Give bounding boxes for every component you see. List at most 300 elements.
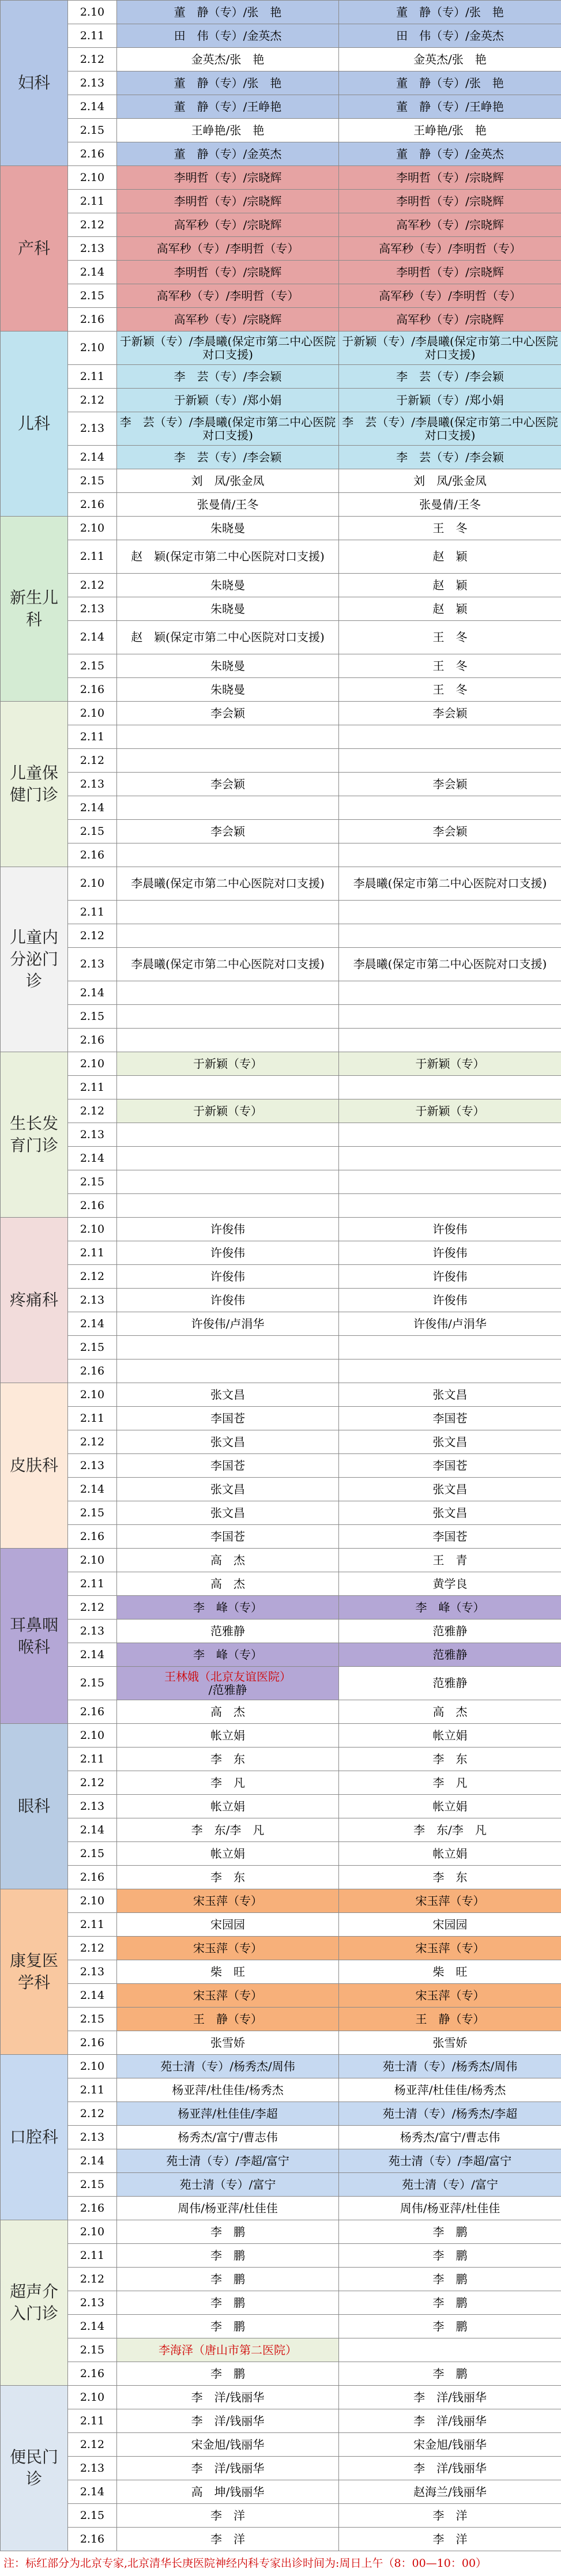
- afternoon-doctor-cell: 李 洋: [339, 2528, 561, 2551]
- morning-doctor-cell: 高 杰: [117, 1572, 339, 1596]
- afternoon-doctor-cell: 李明哲（专）/宗晓辉: [339, 190, 561, 213]
- department-name: 口腔科: [1, 2055, 68, 2220]
- afternoon-doctor-cell: [339, 725, 561, 749]
- schedule-row: [1, 1218, 561, 1241]
- morning-doctor-cell: 高军秒（专）/宗晓辉: [117, 213, 339, 237]
- afternoon-doctor-cell: [339, 1005, 561, 1029]
- afternoon-doctor-cell: 于新颖（专）/李晨曦(保定市第二中心医院对口支援): [339, 332, 561, 365]
- date-cell: 2.15: [68, 2504, 117, 2528]
- date-cell: 2.15: [68, 1005, 117, 1029]
- date-cell: 2.12: [68, 213, 117, 237]
- schedule-row: [1, 1147, 561, 1170]
- morning-doctor-cell: 杨亚萍/杜佳佳/杨秀杰: [117, 2078, 339, 2102]
- afternoon-doctor-cell: 范雅静: [339, 1667, 561, 1700]
- afternoon-doctor-cell: 王 冬: [339, 678, 561, 702]
- schedule-row: [1, 725, 561, 749]
- schedule-row: [1, 924, 561, 948]
- schedule-row: [1, 678, 561, 702]
- schedule-body: [1, 1, 561, 2551]
- date-cell: 2.14: [68, 1643, 117, 1667]
- afternoon-doctor-cell: [339, 749, 561, 773]
- morning-doctor-cell: [117, 901, 339, 924]
- date-cell: 2.13: [68, 2126, 117, 2149]
- date-cell: 2.14: [68, 2149, 117, 2173]
- date-cell: 2.16: [68, 1866, 117, 1889]
- date-cell: 2.11: [68, 540, 117, 574]
- date-cell: 2.11: [68, 2244, 117, 2268]
- afternoon-doctor-cell: 苑士清（专）/富宁: [339, 2173, 561, 2197]
- afternoon-doctor-cell: [339, 1076, 561, 1099]
- schedule-row: [1, 1029, 561, 1052]
- morning-doctor-cell: [117, 1667, 339, 1700]
- afternoon-doctor-cell: 张雪娇: [339, 2031, 561, 2055]
- afternoon-doctor-cell: 张文昌: [339, 1478, 561, 1501]
- morning-doctor-cell: 高军秒（专）/李明哲（专）: [117, 284, 339, 308]
- schedule-row: [1, 1842, 561, 1866]
- morning-doctor-cell: 李 洋/钱丽华: [117, 2409, 339, 2433]
- date-cell: 2.12: [68, 924, 117, 948]
- date-cell: 2.16: [68, 1029, 117, 1052]
- morning-doctor-cell: 王 静（专）: [117, 2008, 339, 2031]
- schedule-row: [1, 2055, 561, 2078]
- schedule-row: [1, 1643, 561, 1667]
- date-cell: 2.16: [68, 308, 117, 332]
- schedule-row: [1, 142, 561, 166]
- morning-doctor-cell: 董 静（专）/张 艳: [117, 1, 339, 24]
- date-cell: 2.10: [68, 2220, 117, 2244]
- morning-doctor-cell: [117, 1029, 339, 1052]
- afternoon-doctor-cell: 李晨曦(保定市第二中心医院对口支援): [339, 948, 561, 981]
- afternoon-doctor-cell: 许俊伟: [339, 1289, 561, 1312]
- afternoon-doctor-cell: 范雅静: [339, 1643, 561, 1667]
- morning-doctor-cell: 李会颖: [117, 702, 339, 725]
- afternoon-doctor-cell: 李明哲（专）/宗晓辉: [339, 166, 561, 190]
- afternoon-doctor-cell: [339, 1147, 561, 1170]
- date-cell: 2.11: [68, 24, 117, 48]
- morning-doctor-cell: 李明哲（专）/宗晓辉: [117, 261, 339, 284]
- afternoon-doctor-cell: 李国苍: [339, 1525, 561, 1549]
- afternoon-doctor-cell: 李 芸（专）/李会颖: [339, 365, 561, 389]
- afternoon-doctor-cell: 帐立娟: [339, 1795, 561, 1818]
- date-cell: 2.16: [68, 493, 117, 517]
- afternoon-doctor-cell: 宋金旭/钱丽华: [339, 2433, 561, 2457]
- morning-doctor-cell: 宋玉萍（专）: [117, 1937, 339, 1960]
- morning-doctor-cell: 杨亚萍/杜佳佳/李超: [117, 2102, 339, 2126]
- morning-doctor-cell: 张雪娇: [117, 2031, 339, 2055]
- schedule-row: [1, 48, 561, 71]
- morning-doctor-cell: 于新颖（专）/郑小娟: [117, 389, 339, 412]
- date-cell: 2.13: [68, 1795, 117, 1818]
- morning-doctor-cell: 帐立娟: [117, 1724, 339, 1748]
- date-cell: 2.14: [68, 1478, 117, 1501]
- afternoon-doctor-cell: 李 洋/钱丽华: [339, 2409, 561, 2433]
- schedule-row: [1, 1771, 561, 1795]
- department-name: 超声介入门诊: [1, 2220, 68, 2386]
- afternoon-doctor-cell: 于新颖（专）: [339, 1052, 561, 1076]
- date-cell: 2.11: [68, 901, 117, 924]
- afternoon-doctor-cell: 李 芸（专）/李会颖: [339, 446, 561, 469]
- morning-doctor-cell: 王峥艳/张 艳: [117, 119, 339, 142]
- afternoon-doctor-cell: 张文昌: [339, 1430, 561, 1454]
- morning-doctor-cell: 李明哲（专）/宗晓辉: [117, 190, 339, 213]
- morning-doctor-cell: 李 鹏: [117, 2291, 339, 2315]
- date-cell: 2.10: [68, 517, 117, 540]
- afternoon-doctor-cell: 李 峰（专）: [339, 1596, 561, 1620]
- afternoon-doctor-cell: 李 洋: [339, 2504, 561, 2528]
- date-cell: 2.13: [68, 1960, 117, 1984]
- schedule-row: [1, 2078, 561, 2102]
- date-cell: 2.11: [68, 2409, 117, 2433]
- afternoon-doctor-cell: 杨秀杰/富宁/曹志伟: [339, 2126, 561, 2149]
- date-cell: 2.10: [68, 1, 117, 24]
- date-cell: 2.14: [68, 621, 117, 654]
- date-cell: 2.16: [68, 2031, 117, 2055]
- morning-doctor-cell: 宋金旭/钱丽华: [117, 2433, 339, 2457]
- schedule-row: [1, 389, 561, 412]
- date-cell: 2.10: [68, 1052, 117, 1076]
- date-cell: 2.10: [68, 2386, 117, 2409]
- schedule-row: [1, 2457, 561, 2480]
- date-cell: 2.16: [68, 2197, 117, 2220]
- schedule-row: [1, 2126, 561, 2149]
- morning-doctor-cell: [117, 1123, 339, 1147]
- schedule-row: [1, 412, 561, 446]
- morning-doctor-cell: [117, 1194, 339, 1218]
- visiting-expert-text: 李海泽（唐山市第二医院）: [159, 2343, 297, 2357]
- morning-doctor-cell: 李 洋: [117, 2528, 339, 2551]
- department-name: 儿童内分泌门诊: [1, 867, 68, 1052]
- afternoon-doctor-cell: 李 洋/钱丽华: [339, 2386, 561, 2409]
- schedule-row: [1, 1960, 561, 1984]
- schedule-row: [1, 1866, 561, 1889]
- morning-doctor-cell: [117, 843, 339, 867]
- afternoon-doctor-cell: 柴 旺: [339, 1960, 561, 1984]
- afternoon-doctor-cell: 李 鹏: [339, 2315, 561, 2338]
- morning-doctor-cell: 朱晓曼: [117, 517, 339, 540]
- schedule-row: [1, 1241, 561, 1265]
- morning-doctor-cell: 苑士清（专）/李超/富宁: [117, 2149, 339, 2173]
- morning-doctor-cell: 董 静（专）/王峥艳: [117, 95, 339, 119]
- morning-doctor-cell: 赵 颖(保定市第二中心医院对口支援): [117, 540, 339, 574]
- date-cell: 2.10: [68, 166, 117, 190]
- afternoon-doctor-cell: 李会颖: [339, 820, 561, 843]
- afternoon-doctor-cell: 高军秒（专）/李明哲（专）: [339, 237, 561, 261]
- afternoon-doctor-cell: 范雅静: [339, 1620, 561, 1643]
- date-cell: 2.13: [68, 2291, 117, 2315]
- morning-doctor-cell: 于新颖（专）/李晨曦(保定市第二中心医院对口支援): [117, 332, 339, 365]
- schedule-row: [1, 1525, 561, 1549]
- afternoon-doctor-cell: 张文昌: [339, 1383, 561, 1407]
- schedule-row: [1, 1667, 561, 1700]
- afternoon-doctor-cell: 李 鹏: [339, 2220, 561, 2244]
- afternoon-doctor-cell: [339, 1194, 561, 1218]
- morning-doctor-cell: 朱晓曼: [117, 654, 339, 678]
- afternoon-doctor-cell: 李国苍: [339, 1454, 561, 1478]
- schedule-row: [1, 2268, 561, 2291]
- afternoon-doctor-cell: [339, 901, 561, 924]
- date-cell: 2.13: [68, 1620, 117, 1643]
- schedule-row: [1, 1052, 561, 1076]
- afternoon-doctor-cell: 李 鹏: [339, 2268, 561, 2291]
- date-cell: 2.12: [68, 574, 117, 597]
- afternoon-doctor-cell: 高 杰: [339, 1700, 561, 1724]
- schedule-row: [1, 1795, 561, 1818]
- morning-doctor-cell: 李会颖: [117, 820, 339, 843]
- date-cell: 2.12: [68, 749, 117, 773]
- footer-note: 注：标红部分为北京专家,北京清华长庚医院神经内科专家出诊时间为:周日上午（8：00—10：00）: [0, 2551, 561, 2576]
- date-cell: 2.14: [68, 1312, 117, 1336]
- date-cell: 2.10: [68, 1218, 117, 1241]
- date-cell: 2.12: [68, 1596, 117, 1620]
- morning-doctor-cell: 杨秀杰/富宁/曹志伟: [117, 2126, 339, 2149]
- date-cell: 2.16: [68, 678, 117, 702]
- morning-doctor-cell: 李 鹏: [117, 2220, 339, 2244]
- afternoon-doctor-cell: 赵 颖: [339, 540, 561, 574]
- schedule-row: [1, 702, 561, 725]
- schedule-row: [1, 71, 561, 95]
- afternoon-doctor-cell: 李会颖: [339, 702, 561, 725]
- department-name: 生长发育门诊: [1, 1052, 68, 1218]
- morning-doctor-cell: 宋玉萍（专）: [117, 1984, 339, 2008]
- schedule-row: [1, 867, 561, 901]
- afternoon-doctor-cell: 张曼倩/王冬: [339, 493, 561, 517]
- schedule-row: [1, 1312, 561, 1336]
- schedule-row: [1, 365, 561, 389]
- schedule-row: [1, 2433, 561, 2457]
- department-name: 便民门诊: [1, 2386, 68, 2551]
- schedule-row: [1, 2504, 561, 2528]
- department-name: 耳鼻咽喉科: [1, 1549, 68, 1724]
- morning-doctor-cell: 李国苍: [117, 1407, 339, 1430]
- morning-doctor-cell: 李 东: [117, 1748, 339, 1771]
- date-cell: 2.13: [68, 1289, 117, 1312]
- afternoon-doctor-cell: [339, 2338, 561, 2362]
- schedule-row: [1, 597, 561, 621]
- schedule-row: [1, 1478, 561, 1501]
- date-cell: 2.12: [68, 48, 117, 71]
- date-cell: 2.10: [68, 1383, 117, 1407]
- morning-doctor-cell: [117, 1359, 339, 1383]
- morning-doctor-cell: 董 静（专）/金英杰: [117, 142, 339, 166]
- date-cell: 2.14: [68, 95, 117, 119]
- date-cell: 2.12: [68, 2433, 117, 2457]
- schedule-row: [1, 540, 561, 574]
- date-cell: 2.13: [68, 773, 117, 796]
- date-cell: 2.15: [68, 284, 117, 308]
- morning-doctor-cell: 李 洋/钱丽华: [117, 2457, 339, 2480]
- morning-doctor-cell: 于新颖（专）: [117, 1052, 339, 1076]
- afternoon-doctor-cell: [339, 843, 561, 867]
- afternoon-doctor-cell: [339, 1123, 561, 1147]
- morning-doctor-cell: [117, 1336, 339, 1359]
- morning-doctor-cell: 朱晓曼: [117, 597, 339, 621]
- morning-doctor-cell: 李 鹏: [117, 2268, 339, 2291]
- department-name: 儿科: [1, 332, 68, 517]
- department-name: 新生儿科: [1, 517, 68, 702]
- date-cell: 2.13: [68, 237, 117, 261]
- schedule-row: [1, 1913, 561, 1937]
- morning-doctor-cell: 柴 旺: [117, 1960, 339, 1984]
- morning-doctor-cell: [117, 1170, 339, 1194]
- date-cell: 2.15: [68, 2338, 117, 2362]
- morning-doctor-cell: 高 杰: [117, 1549, 339, 1572]
- date-cell: 2.12: [68, 1265, 117, 1289]
- schedule-row: [1, 1265, 561, 1289]
- date-cell: 2.14: [68, 796, 117, 820]
- afternoon-doctor-cell: 周伟/杨亚萍/杜佳佳: [339, 2197, 561, 2220]
- afternoon-doctor-cell: 李 洋/钱丽华: [339, 2457, 561, 2480]
- schedule-row: [1, 1700, 561, 1724]
- morning-doctor-cell: 苑士清（专）/杨秀杰/周伟: [117, 2055, 339, 2078]
- department-name: 儿童保健门诊: [1, 702, 68, 867]
- afternoon-doctor-cell: 刘 凤/张金凤: [339, 469, 561, 493]
- morning-doctor-cell: 刘 凤/张金凤: [117, 469, 339, 493]
- afternoon-doctor-cell: 李 芸（专）/李晨曦(保定市第二中心医院对口支援): [339, 412, 561, 446]
- date-cell: 2.13: [68, 948, 117, 981]
- morning-doctor-cell: 李 芸（专）/李会颖: [117, 365, 339, 389]
- afternoon-doctor-cell: 许俊伟: [339, 1265, 561, 1289]
- afternoon-doctor-cell: 宋玉萍（专）: [339, 1889, 561, 1913]
- morning-doctor-cell: 李 东/李 凡: [117, 1818, 339, 1842]
- schedule-row: [1, 901, 561, 924]
- schedule-row: [1, 2528, 561, 2551]
- schedule-row: [1, 1, 561, 24]
- date-cell: 2.11: [68, 1748, 117, 1771]
- afternoon-doctor-cell: 李 东/李 凡: [339, 1818, 561, 1842]
- afternoon-doctor-cell: [339, 796, 561, 820]
- date-cell: 2.12: [68, 2102, 117, 2126]
- afternoon-doctor-cell: 董 静（专）/张 艳: [339, 1, 561, 24]
- afternoon-doctor-cell: 赵海兰/钱丽华: [339, 2480, 561, 2504]
- schedule-row: [1, 1336, 561, 1359]
- date-cell: 2.14: [68, 2315, 117, 2338]
- schedule-row: [1, 166, 561, 190]
- morning-doctor-cell: 高军秒（专）/宗晓辉: [117, 308, 339, 332]
- schedule-row: [1, 2291, 561, 2315]
- schedule-row: [1, 749, 561, 773]
- date-cell: 2.13: [68, 2457, 117, 2480]
- morning-doctor-cell: 李 东: [117, 1866, 339, 1889]
- afternoon-doctor-cell: 李 鹏: [339, 2291, 561, 2315]
- afternoon-doctor-cell: [339, 1170, 561, 1194]
- afternoon-doctor-cell: 董 静（专）/金英杰: [339, 142, 561, 166]
- schedule-row: [1, 820, 561, 843]
- schedule-row: [1, 1937, 561, 1960]
- schedule-row: [1, 1430, 561, 1454]
- afternoon-doctor-cell: 宋玉萍（专）: [339, 1984, 561, 2008]
- schedule-row: [1, 1194, 561, 1218]
- schedule-row: [1, 1383, 561, 1407]
- schedule-row: [1, 2362, 561, 2386]
- afternoon-doctor-cell: [339, 924, 561, 948]
- morning-doctor-cell: 李晨曦(保定市第二中心医院对口支援): [117, 948, 339, 981]
- department-name: 皮肤科: [1, 1383, 68, 1549]
- afternoon-doctor-cell: 于新颖（专）/郑小娟: [339, 389, 561, 412]
- afternoon-doctor-cell: 许俊伟/卢涓华: [339, 1312, 561, 1336]
- morning-doctor-cell: 金英杰/张 艳: [117, 48, 339, 71]
- schedule-row: [1, 1984, 561, 2008]
- morning-doctor-cell: 许俊伟: [117, 1241, 339, 1265]
- date-cell: 2.16: [68, 1525, 117, 1549]
- morning-doctor-cell: 李 洋: [117, 2504, 339, 2528]
- afternoon-doctor-cell: 王峥艳/张 艳: [339, 119, 561, 142]
- schedule-row: [1, 308, 561, 332]
- schedule-row: [1, 1596, 561, 1620]
- afternoon-doctor-cell: 张文昌: [339, 1501, 561, 1525]
- date-cell: 2.11: [68, 190, 117, 213]
- morning-doctor-cell: 许俊伟: [117, 1289, 339, 1312]
- afternoon-doctor-cell: 董 静（专）/张 艳: [339, 71, 561, 95]
- date-cell: 2.11: [68, 1913, 117, 1937]
- afternoon-doctor-cell: 王 冬: [339, 517, 561, 540]
- schedule-row: [1, 2102, 561, 2126]
- schedule-row: [1, 773, 561, 796]
- afternoon-doctor-cell: [339, 1336, 561, 1359]
- schedule-row: [1, 2338, 561, 2362]
- department-name: 眼科: [1, 1724, 68, 1889]
- morning-doctor-cell: 李 凡: [117, 1771, 339, 1795]
- morning-doctor-cell: 许俊伟: [117, 1218, 339, 1241]
- schedule-row: [1, 843, 561, 867]
- schedule-row: [1, 2386, 561, 2409]
- morning-doctor-cell: 李 芸（专）/李晨曦(保定市第二中心医院对口支援): [117, 412, 339, 446]
- schedule-row: [1, 1359, 561, 1383]
- morning-doctor-cell: [117, 1005, 339, 1029]
- date-cell: 2.11: [68, 1407, 117, 1430]
- schedule-row: [1, 1076, 561, 1099]
- date-cell: 2.12: [68, 1937, 117, 1960]
- date-cell: 2.10: [68, 2055, 117, 2078]
- afternoon-doctor-cell: 王 冬: [339, 654, 561, 678]
- morning-doctor-cell: 李会颖: [117, 773, 339, 796]
- date-cell: 2.13: [68, 1454, 117, 1478]
- morning-doctor-cell: 李 鹏: [117, 2362, 339, 2386]
- date-cell: 2.13: [68, 71, 117, 95]
- date-cell: 2.15: [68, 469, 117, 493]
- schedule-row: [1, 1724, 561, 1748]
- schedule-row: [1, 493, 561, 517]
- morning-doctor-cell: 帐立娟: [117, 1795, 339, 1818]
- afternoon-doctor-cell: 帐立娟: [339, 1724, 561, 1748]
- afternoon-doctor-cell: 李会颖: [339, 773, 561, 796]
- schedule-row: [1, 1501, 561, 1525]
- morning-doctor-cell: 李明哲（专）/宗晓辉: [117, 166, 339, 190]
- afternoon-doctor-cell: [339, 981, 561, 1005]
- afternoon-doctor-cell: 许俊伟: [339, 1218, 561, 1241]
- date-cell: 2.12: [68, 1771, 117, 1795]
- schedule-row: [1, 1099, 561, 1123]
- schedule-row: [1, 1123, 561, 1147]
- morning-doctor-cell: [117, 1076, 339, 1099]
- morning-doctor-cell: 李 芸（专）/李会颖: [117, 446, 339, 469]
- morning-doctor-cell: 赵 颖(保定市第二中心医院对口支援): [117, 621, 339, 654]
- date-cell: 2.14: [68, 1147, 117, 1170]
- afternoon-doctor-cell: 王 静（专）: [339, 2008, 561, 2031]
- schedule-row: [1, 517, 561, 540]
- department-name: 疼痛科: [1, 1218, 68, 1383]
- schedule-row: [1, 2244, 561, 2268]
- afternoon-doctor-cell: 董 静（专）/王峥艳: [339, 95, 561, 119]
- afternoon-doctor-cell: 苑士清（专）/杨秀杰/周伟: [339, 2055, 561, 2078]
- date-cell: 2.15: [68, 820, 117, 843]
- schedule-row: [1, 237, 561, 261]
- morning-doctor-cell: [117, 749, 339, 773]
- doctor-text: /范雅静: [209, 1683, 247, 1697]
- date-cell: 2.15: [68, 654, 117, 678]
- morning-doctor-cell: 范雅静: [117, 1620, 339, 1643]
- date-cell: 2.15: [68, 1170, 117, 1194]
- schedule-row: [1, 1818, 561, 1842]
